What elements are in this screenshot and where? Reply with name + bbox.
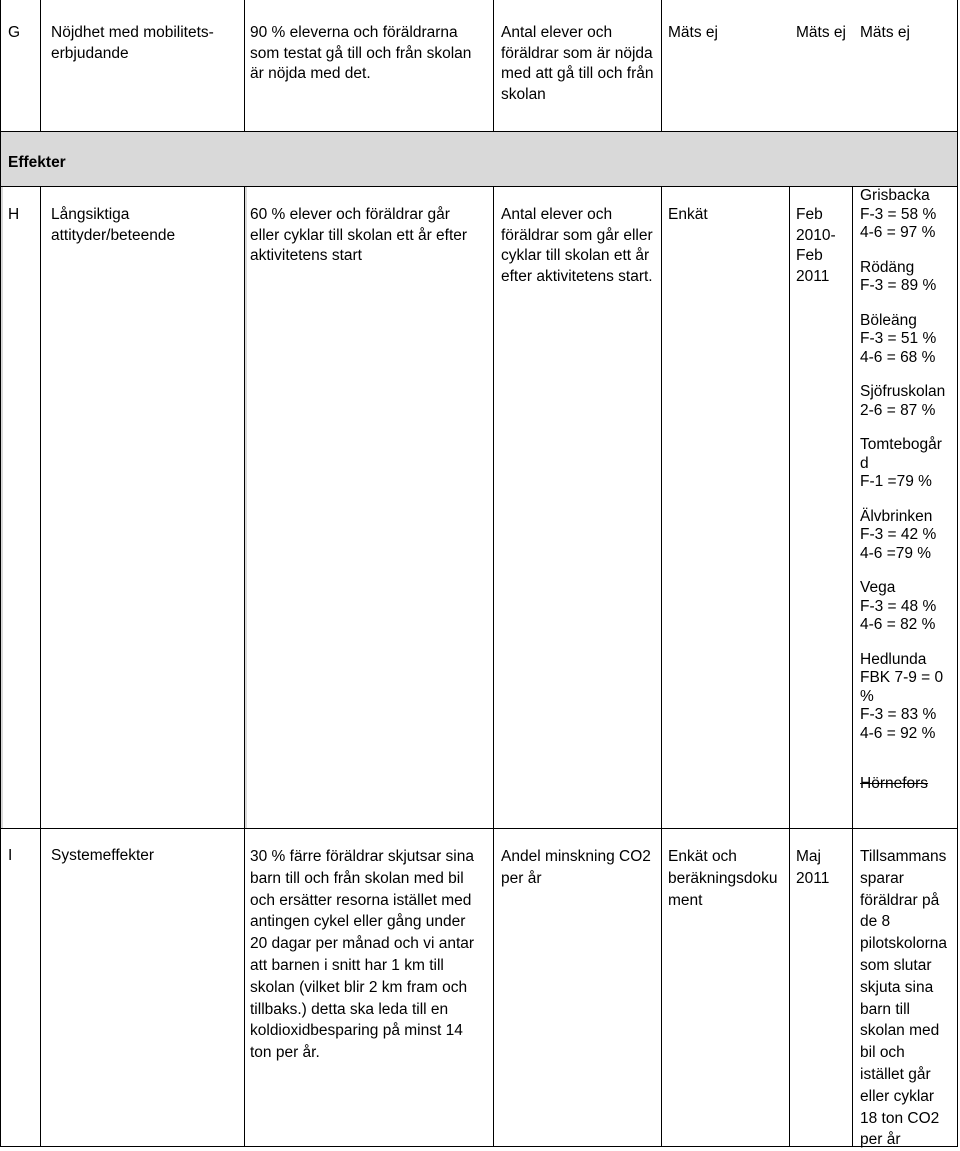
text-line: 4-6 = 68 % bbox=[860, 348, 936, 366]
text-line: 90 % eleverna och föräldrarna bbox=[250, 24, 458, 41]
text-line: barn till bbox=[860, 1000, 910, 1018]
rule bbox=[0, 186, 958, 187]
text-line: 18 ton CO2 bbox=[860, 1109, 940, 1127]
rule bbox=[0, 0, 1, 1147]
text-line: och ersätter resorna istället med bbox=[250, 891, 472, 909]
row-i-target bbox=[250, 846, 474, 1064]
row-i-time bbox=[796, 846, 829, 890]
text-line: med att gå till och från bbox=[501, 65, 654, 82]
text-line: 60 % elever och föräldrar går bbox=[250, 206, 450, 223]
row-g-target bbox=[250, 23, 471, 85]
row-g-activity bbox=[51, 23, 214, 64]
text-line: Feb bbox=[796, 247, 823, 264]
row-h-time bbox=[796, 205, 836, 287]
rule bbox=[244, 0, 245, 131]
school-result-grisbacka bbox=[860, 187, 945, 243]
school-result-hedlunda bbox=[860, 651, 945, 744]
rule bbox=[661, 0, 662, 131]
text-line: Antal elever och bbox=[501, 24, 613, 41]
text-line: koldioxidbesparing på minst 14 bbox=[250, 1022, 463, 1040]
row-h-indicator bbox=[501, 205, 653, 287]
text-line: Tomtebogår bbox=[860, 436, 942, 453]
text-line: F-3 = 51 % bbox=[860, 330, 937, 347]
text-line: Vega bbox=[860, 579, 896, 596]
text-line: efter aktivitetens start. bbox=[501, 267, 653, 285]
text-line: F-3 = 89 % bbox=[860, 277, 937, 294]
rule bbox=[0, 1146, 958, 1147]
text-line: Maj bbox=[796, 848, 821, 865]
text-line: 2011 bbox=[796, 869, 830, 887]
text-line: F-3 = 42 % bbox=[860, 526, 937, 543]
text-line: per år bbox=[860, 1131, 901, 1149]
text-line: bil och bbox=[860, 1044, 905, 1062]
text-line: att barnen i snitt har 1 km till bbox=[250, 956, 444, 974]
text-line: 4-6 = 92 % bbox=[860, 724, 936, 742]
text-line: föräldrar som är nöjda bbox=[501, 44, 653, 62]
text-line: Feb bbox=[796, 206, 823, 223]
text-line: erbjudande bbox=[51, 44, 129, 62]
school-result-tomtebogard bbox=[860, 436, 945, 492]
text-line: Antal elever och bbox=[501, 206, 613, 223]
rule bbox=[493, 0, 494, 131]
rule bbox=[0, 828, 958, 829]
row-g-result: Mäts ej bbox=[860, 24, 910, 41]
text-line: F-1 =79 % bbox=[860, 473, 932, 490]
text-line: F-3 = 48 % bbox=[860, 597, 937, 615]
text-line: tillbaks.) detta ska leda till en bbox=[250, 1000, 449, 1018]
row-g-indicator bbox=[501, 23, 654, 105]
text-line: FBK 7-9 = 0 bbox=[860, 669, 944, 686]
row-g-time: Mäts ej bbox=[796, 24, 846, 41]
text-line: Böleäng bbox=[860, 311, 917, 329]
text-line: Tillsammans bbox=[860, 848, 947, 865]
text-line: eller cyklar bbox=[860, 1087, 935, 1105]
school-result-vega bbox=[860, 579, 945, 635]
text-line: F-3 = 58 % bbox=[860, 205, 937, 223]
row-i-activity: Systemeffekter bbox=[51, 847, 155, 864]
rule bbox=[493, 186, 494, 1146]
row-i-id: I bbox=[8, 847, 13, 864]
text-line: cyklar till skolan ett år bbox=[501, 247, 650, 264]
text-line: pilotskolorna bbox=[860, 935, 948, 953]
row-h-target bbox=[250, 205, 467, 267]
row-i-result bbox=[860, 846, 947, 1151]
text-line: per år bbox=[501, 869, 542, 887]
text-line: 2010- bbox=[796, 226, 836, 244]
rule bbox=[0, 131, 958, 132]
text-line: 4-6 =79 % bbox=[860, 544, 932, 562]
text-line: 4-6 = 82 % bbox=[860, 616, 936, 633]
row-h-method: Enkät bbox=[668, 206, 708, 223]
text-line: aktivitetens start bbox=[250, 247, 362, 264]
row-i-indicator bbox=[501, 846, 651, 890]
text-line: antingen cykel eller gång under bbox=[250, 913, 466, 931]
school-result-sjofruskolan bbox=[860, 383, 945, 420]
text-line: istället går bbox=[860, 1065, 931, 1083]
text-line: Långsiktiga bbox=[51, 206, 130, 223]
text-line: skolan bbox=[501, 85, 546, 103]
text-line: 30 % färre föräldrar skjutsar sina bbox=[250, 848, 474, 865]
rule bbox=[852, 186, 853, 1146]
text-line: föräldrar på bbox=[860, 891, 940, 909]
text-line: Älvbrinken bbox=[860, 507, 933, 525]
text-line: d bbox=[860, 454, 869, 472]
row-h-activity bbox=[51, 205, 175, 246]
struck-school-label: Hörnefors bbox=[860, 775, 929, 792]
text-line: Enkät och bbox=[668, 848, 737, 865]
row-h-id-shading bbox=[1, 186, 3, 828]
text-line: F-3 = 83 % bbox=[860, 706, 937, 723]
rule bbox=[244, 186, 245, 1146]
text-line: barn till och från skolan med bil bbox=[250, 869, 464, 887]
text-line: 2-6 = 87 % bbox=[860, 401, 936, 419]
text-line: 4-6 = 97 % bbox=[860, 224, 936, 241]
text-line: 20 dagar per månad och vi antar bbox=[250, 935, 475, 953]
section-row-background bbox=[1, 131, 957, 186]
text-line: Andel minskning CO2 bbox=[501, 848, 651, 865]
text-line: Grisbacka bbox=[860, 187, 930, 204]
text-line: Hedlunda bbox=[860, 650, 927, 668]
text-line: Nöjdhet med mobilitets- bbox=[51, 24, 214, 41]
text-line: ment bbox=[668, 891, 703, 909]
school-result-rodang bbox=[860, 259, 945, 296]
school-result-alvbrinken bbox=[860, 508, 945, 564]
school-result-boleang bbox=[860, 312, 945, 368]
text-line: % bbox=[860, 687, 874, 705]
text-line: 2011 bbox=[796, 267, 830, 285]
row-h-id: H bbox=[8, 206, 20, 223]
text-line: som slutar bbox=[860, 956, 932, 974]
rule bbox=[957, 0, 958, 1147]
rule bbox=[661, 186, 662, 1146]
row-i-method bbox=[668, 846, 777, 911]
text-line: är nöjda med det. bbox=[250, 65, 371, 82]
text-line: sparar bbox=[860, 869, 904, 887]
text-line: föräldrar som går eller bbox=[501, 226, 653, 244]
text-line: Rödäng bbox=[860, 258, 915, 276]
text-line: beräkningsdoku bbox=[668, 869, 778, 887]
text-line: ton per år. bbox=[250, 1044, 320, 1062]
rule bbox=[40, 186, 41, 1146]
row-g-id: G bbox=[8, 24, 21, 41]
row-h-results bbox=[860, 187, 945, 794]
text-line: skolan med bbox=[860, 1022, 940, 1040]
row-g-method: Mäts ej bbox=[668, 24, 718, 41]
text-line: Sjöfruskolan bbox=[860, 383, 946, 400]
text-line: eller cyklar till skolan ett år efter bbox=[250, 226, 468, 244]
text-line: de 8 bbox=[860, 913, 891, 931]
text-line: attityder/beteende bbox=[51, 226, 176, 244]
rule bbox=[40, 0, 41, 131]
text-line: som testat gå till och från skolan bbox=[250, 44, 472, 62]
section-heading: Effekter bbox=[8, 154, 66, 171]
text-line: skolan (vilket blir 2 km fram och bbox=[250, 978, 468, 996]
rule bbox=[789, 186, 790, 1146]
text-line: skjuta sina bbox=[860, 978, 934, 996]
